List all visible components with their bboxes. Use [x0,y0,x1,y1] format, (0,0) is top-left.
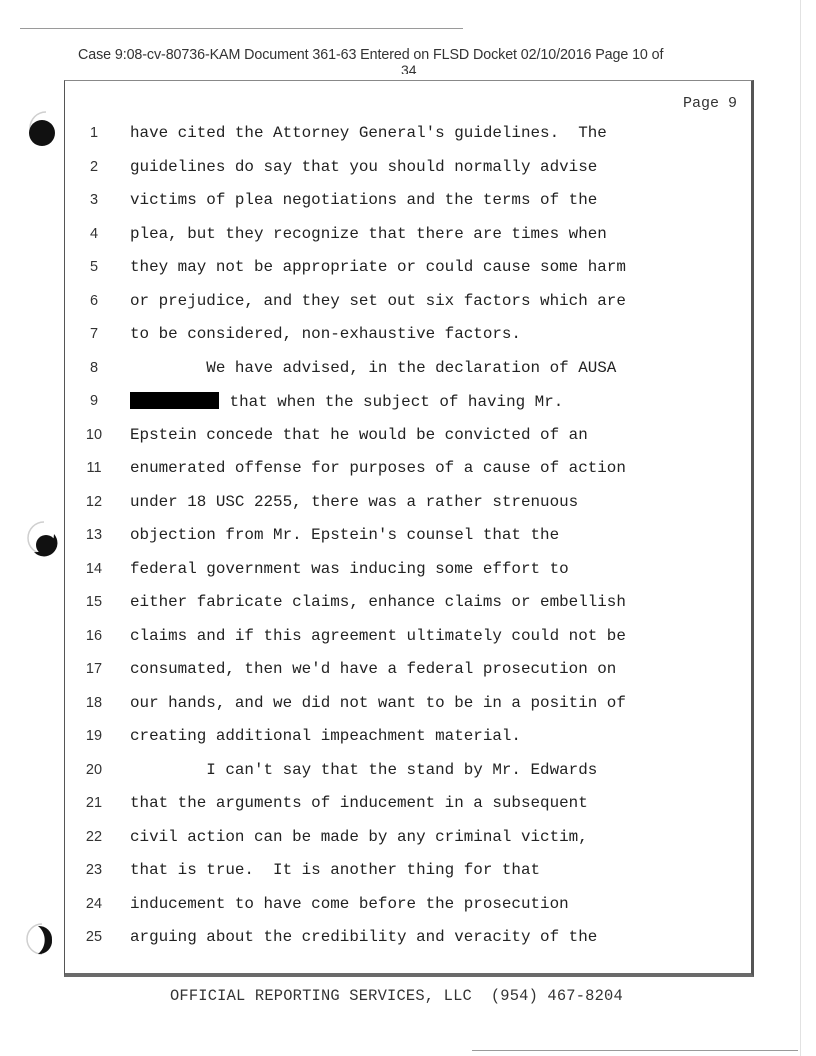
line-number: 1 [89,125,99,141]
transcript-line: claims and if this agreement ultimately could not be [130,627,626,645]
redaction-bar [130,392,219,409]
line-number: 19 [85,728,103,744]
line-number: 14 [85,561,103,577]
line-number: 23 [85,862,103,878]
transcript-line-text: that when the subject of having Mr. [220,393,564,411]
line-number: 10 [85,427,103,443]
line-number: 22 [85,829,103,845]
transcript-line: Epstein concede that he would be convicted of an [130,426,588,444]
transcript-line: guidelines do say that you should normally advise [130,158,598,176]
line-number: 7 [89,326,99,342]
transcript-line: have cited the Attorney General's guidelines. The [130,124,607,142]
line-number: 21 [85,795,103,811]
transcript-line: consumated, then we'd have a federal prosecution on [130,660,617,678]
line-number: 24 [85,896,103,912]
transcript-line [130,392,563,411]
transcript-line: creating additional impeachment material. [130,727,521,745]
transcript-line: or prejudice, and they set out six factors which are [130,292,626,310]
transcript-line: objection from Mr. Epstein's counsel that the [130,526,560,544]
bottom-divider [472,1050,798,1051]
top-divider [20,28,463,29]
line-number: 13 [85,527,103,543]
line-number: 18 [85,695,103,711]
punch-hole-icon [20,108,60,148]
line-number: 20 [85,762,103,778]
transcript-line: to be considered, non-exhaustive factors. [130,325,521,343]
line-number: 25 [85,929,103,945]
transcript-line: We have advised, in the declaration of AUSA [130,359,617,377]
transcript-line: under 18 USC 2255, there was a rather strenuous [130,493,579,511]
punch-hole-icon [20,518,60,558]
transcript-line: that the arguments of inducement in a subsequent [130,794,588,812]
transcript-line: they may not be appropriate or could cause some harm [130,258,626,276]
line-number: 16 [85,628,103,644]
line-number: 8 [89,360,99,376]
line-number: 9 [89,393,99,409]
transcript-line: either fabricate claims, enhance claims or embellish [130,593,626,611]
line-number: 5 [89,259,99,275]
page-edge [800,0,801,1056]
transcript-line: plea, but they recognize that there are times when [130,225,607,243]
line-number: 11 [86,460,102,476]
line-number: 12 [85,494,103,510]
punch-hole-icon [18,918,58,958]
line-number: 3 [89,192,99,208]
case-header-stamp: Case 9:08-cv-80736-KAM Document 361-63 Entered on FLSD Docket 02/10/2016 Page 10 of [78,47,664,63]
reporter-footer: OFFICIAL REPORTING SERVICES, LLC (954) 467-8204 [170,987,623,1005]
line-number: 17 [85,661,103,677]
line-number: 6 [89,293,99,309]
line-number: 2 [89,159,99,175]
transcript-page-label: Page 9 [683,95,738,112]
line-number: 4 [89,226,99,242]
case-header-page-total: 34 [401,64,417,74]
transcript-line: enumerated offense for purposes of a cause of action [130,459,626,477]
transcript-line: that is true. It is another thing for that [130,861,541,879]
transcript-line: victims of plea negotiations and the terms of the [130,191,598,209]
transcript-line: I can't say that the stand by Mr. Edwards [130,761,598,779]
transcript-line: our hands, and we did not want to be in a positin of [130,694,626,712]
transcript-line: arguing about the credibility and veracity of the [130,928,598,946]
line-number: 15 [85,594,103,610]
transcript-line: inducement to have come before the prosecution [130,895,569,913]
transcript-line: civil action can be made by any criminal victim, [130,828,588,846]
transcript-line: federal government was inducing some effort to [130,560,569,578]
